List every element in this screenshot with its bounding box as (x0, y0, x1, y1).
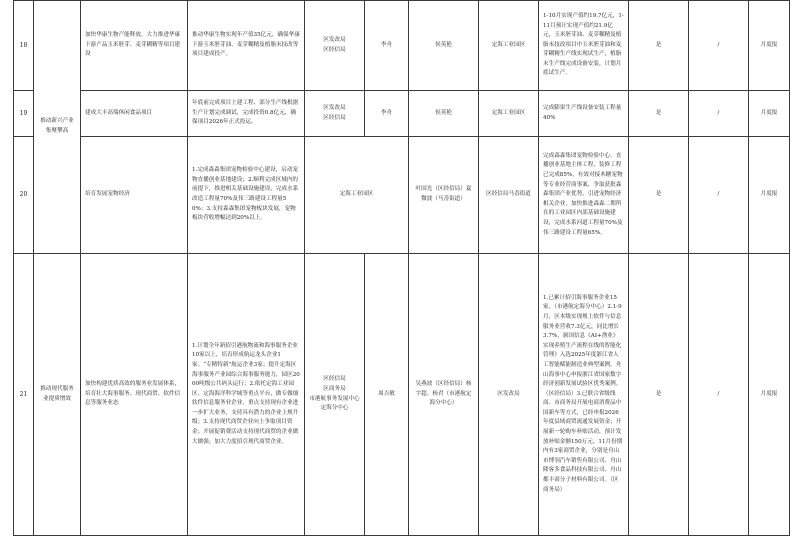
report-frequency-cell: 月度报 (749, 1, 790, 91)
row-number: 18 (14, 1, 34, 91)
table-row (14, 254, 790, 536)
task-table (13, 0, 790, 536)
target-cell: 推动华康生物实现年产值35亿元，确保华康下游玉米胚芽油、麦芽糊精及植脂末技改等项目建成投产。 (188, 1, 305, 91)
row-number: 20 (14, 137, 34, 254)
task-content-cell: 加快华康生物产能释放，大力推进华康下游产品玉米胚芽、麦芽糊精等项目建设 (81, 1, 188, 91)
responsible-leader-cell: 侯英艳 (409, 91, 479, 137)
progress-cell: 1.已累计招引海事服务企业15家，（市港航定海分中心）2.1-9月，区本级实现规上软件与信息服务业营收7.3亿元，同比增长3.7%，颁国信息《AI+渔业》实现养殖生产流程在线的智能化管理》入选2025年度浙江省人工智能赋能制造业典型案例，舟山海事中心申报浙江省国家数字经济创新发展试验区优秀案例。（区经信局）3.已联合省级线商、市商务局开展电商消费品中国新车等方式，已经申报2026年度县域商贸流通发展资金；开展新一轮购车补贴活动，预计发放补贴金额150万元。11月份期内有3家商贸企业，分别是舟山市博羽汽车销售有限公司、舟山隆客多食品科技有限公司、舟山都丰商分子材料有限公司。（区商务局） (539, 254, 629, 536)
report-frequency-cell: 月度报 (749, 91, 790, 137)
responsible-unit-cell: 定海工业园区 (479, 1, 539, 91)
table-row (14, 137, 790, 254)
row-number: 21 (14, 254, 34, 536)
remark-cell: / (689, 1, 749, 91)
remark-cell: / (689, 254, 749, 536)
task-category-cell: 推动现代服务业提质增效 (34, 254, 81, 536)
key-flag-cell: 是 (629, 137, 689, 254)
key-flag-cell: 是 (629, 1, 689, 91)
responsible-unit-cell: 区经信局马岙街道 (479, 137, 539, 254)
task-content-cell: 加快构建优质高效的服务业发展体系，培育壮大海事服务、现代商贸、软件信息等服务业态 (81, 254, 188, 536)
table-row (14, 91, 790, 137)
progress-cell: 完成膨果生产线设备安装工程量40% (539, 91, 629, 137)
task-content-cell: 建成大丰高端休闲食品项目 (81, 91, 188, 137)
table-row (14, 1, 790, 91)
remark-cell: / (689, 91, 749, 137)
lead-leader-cell: 周吉敏 (365, 254, 409, 536)
lead-leader-cell: 李舟 (365, 1, 409, 91)
progress-cell: 完成森森集团宠物检验中心、直播创业基地主体工程，装修工程已完成85%，有效对接木糖宠物等专业经营商事案，争取获批森森集团产业优势，引进宠物经济相关企业，加快推进森森二期所在的工业园区内部基础设施建设，完成水系河道工程量70%及伟三路建设工程量65%。 (539, 137, 629, 254)
lead-unit-cell: 定海工业园区 (305, 137, 409, 254)
responsible-unit-cell: 区发改局 (479, 254, 539, 536)
target-cell: 1.完成森森集团宠物检验中心建设，启动宠物直播创业基地建设；2.顺利完成区域内的前提下，推进相关基础设施建设，完成水系改造工程量70%及伟三路建设工程量50%；3.支持森森集团宠物板块发展，宠物板块营收增幅达到20%以上。 (188, 137, 305, 254)
progress-cell: 1-10月实现产值约19.7亿元，1-11月预计实现产值约21.9亿元，玉米胚芽油、麦芽糊精及植脂末技改项目中玉米胚芽油和麦芽糊精生产线实现试生产，植脂末生产线完成设备安装，计划月底试生产。 (539, 1, 629, 91)
key-flag-cell: 是 (629, 254, 689, 536)
responsible-leader-cell: 叶国光（区经信局）夏微波（马岙街道） (409, 137, 479, 254)
task-content-cell: 培育发展宠物经济 (81, 137, 188, 254)
task-category-cell: 推动新兴产业集聚攀高 (34, 1, 81, 254)
remark-cell: / (689, 137, 749, 254)
row-number: 19 (14, 91, 34, 137)
target-cell: 1.计划全年新招引港航物流和海事服务企业10家以上，培育形成航运龙头企业1家。“专精特新”航运企业3家；提升定海区海事服务产业园综合海事服务能力，园区2000吨级公共码头运行；2.依托定海工业园区、定海海洋科学城等重点平台，做专做细软件信息服务业企业，重点支持现有企业进一步扩大业务，支持具有潜力的企业上规升级；3.支持现代商贸企业向上争取项目资金；开展促销费活动支持现代商贸的企业做大做强；加大力度招引现代商贸企业。 (188, 254, 305, 536)
lead-unit-cell: 区经信局 区商务局 市港航事务发展中心定海分中心 (305, 254, 365, 536)
report-frequency-cell: 月度报 (749, 137, 790, 254)
report-frequency-cell: 月度报 (749, 254, 790, 536)
responsible-leader-cell: 侯英艳 (409, 1, 479, 91)
key-flag-cell: 是 (629, 91, 689, 137)
responsible-leader-cell: 吴燕波（区经信局）杨宇超、杨君（市港航定海分中心） (409, 254, 479, 536)
target-cell: 年底前完成项目土建工程、部分生产线根据生产计划完成调试，完成投资0.8亿元，确保项目2026年正式投运。 (188, 91, 305, 137)
lead-unit-cell: 区发改局 区经信局 (305, 91, 365, 137)
lead-unit-cell: 区发改局 区经信局 (305, 1, 365, 91)
responsible-unit-cell: 定海工业园区 (479, 91, 539, 137)
lead-leader-cell: 李舟 (365, 91, 409, 137)
